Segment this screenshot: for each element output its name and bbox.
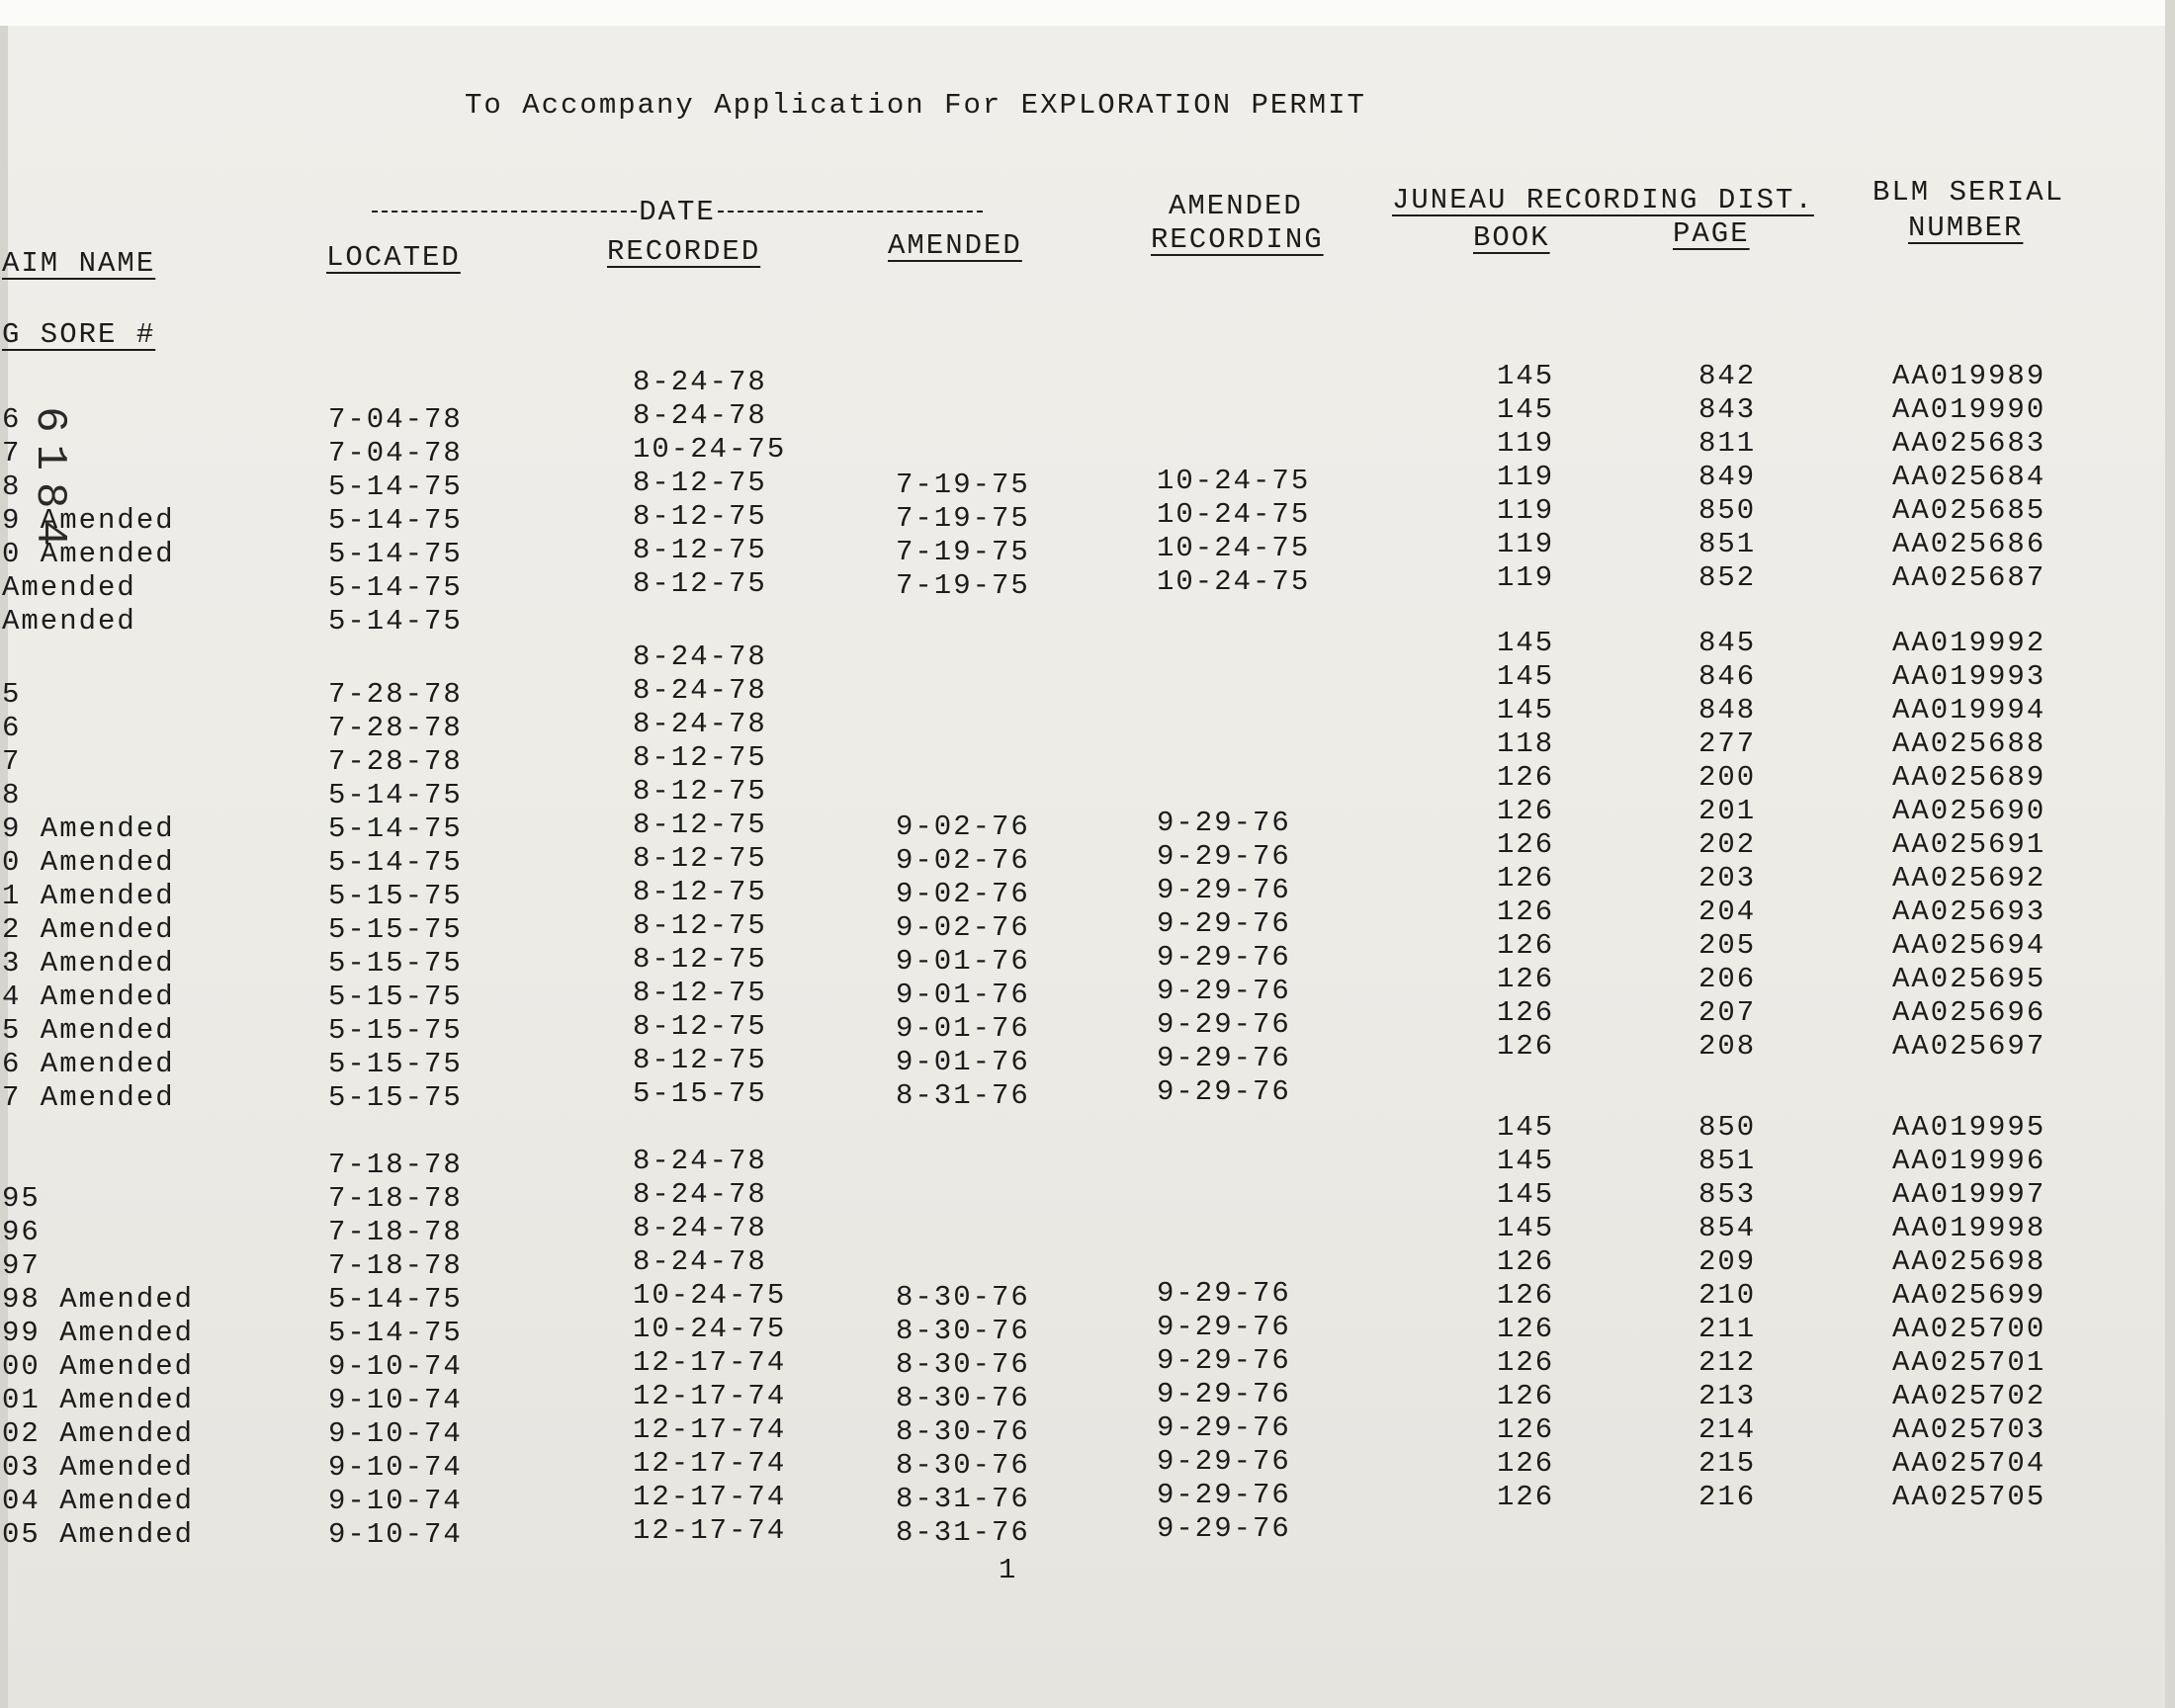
- amended-recording-date-cell: 9-29-76: [1157, 1075, 1291, 1108]
- amended-date-cell: 8-30-76: [896, 1315, 1030, 1347]
- blm-serial-number-cell: AA025698: [1892, 1245, 2046, 1278]
- page-number-cell: 843: [1698, 393, 1757, 426]
- recorded-date-cell: 10-24-75: [633, 1313, 787, 1345]
- book-number-cell: 119: [1497, 427, 1555, 460]
- book-number-cell: 145: [1497, 660, 1555, 693]
- table-row: [0, 360, 2175, 403]
- amended-date-cell: 9-02-76: [896, 844, 1030, 877]
- recorded-date-cell: 8-12-75: [633, 909, 767, 942]
- claim-name-cell: 9 Amended: [2, 812, 175, 845]
- amended-recording-date-cell: 9-29-76: [1157, 941, 1291, 974]
- located-date-cell: 5-15-75: [328, 1048, 463, 1080]
- page-number-cell: 200: [1698, 761, 1757, 794]
- located-date-cell: 5-15-75: [328, 1014, 463, 1047]
- page-number-cell: 850: [1698, 494, 1757, 527]
- recorded-date-cell: 8-12-75: [633, 741, 767, 774]
- blm-serial-number-cell: AA019998: [1892, 1212, 2046, 1244]
- table-row: [0, 561, 2175, 605]
- located-date-cell: 9-10-74: [328, 1350, 463, 1383]
- date-group-label: DATE: [639, 196, 716, 228]
- amended-date-cell: 9-02-76: [896, 811, 1030, 843]
- amended-recording-date-cell: 9-29-76: [1157, 1445, 1291, 1478]
- table-row: [0, 795, 2175, 846]
- recorded-date-cell: 12-17-74: [633, 1346, 787, 1379]
- book-number-cell: 126: [1497, 1279, 1555, 1312]
- located-date-cell: 7-28-78: [328, 745, 463, 778]
- located-date-cell: 7-04-78: [328, 437, 463, 470]
- book-number-cell: 119: [1497, 494, 1555, 527]
- book-number-cell: 119: [1497, 528, 1555, 560]
- amended-date-cell: 7-19-75: [896, 469, 1030, 501]
- table-row: [0, 528, 2175, 571]
- page-number-cell: 215: [1698, 1447, 1757, 1480]
- book-number-cell: 126: [1497, 996, 1555, 1029]
- located-date-cell: 5-14-75: [328, 1317, 463, 1349]
- recorded-date-cell: 8-24-78: [633, 1212, 767, 1244]
- claim-name-cell: 5: [2, 678, 22, 711]
- blm-serial-number-cell: AA025701: [1892, 1346, 2046, 1379]
- claim-name-cell: 0 Amended: [2, 538, 175, 570]
- table-row: [0, 1075, 2175, 1115]
- recorded-date-cell: 8-24-78: [633, 1178, 767, 1211]
- claim-name-cell: 96: [2, 1216, 41, 1248]
- blm-serial-number-cell: AA025703: [1892, 1413, 2046, 1446]
- claim-name-cell: 9 Amended: [2, 504, 175, 537]
- blm-serial-number-cell: AA025689: [1892, 761, 2046, 794]
- page-number-cell: 854: [1698, 1212, 1757, 1244]
- recorded-date-cell: 8-24-78: [633, 708, 767, 740]
- amended-recording-header-line2: RECORDING: [1151, 223, 1324, 256]
- book-number-cell: 126: [1497, 1313, 1555, 1345]
- recorded-date-cell: 8-12-75: [633, 1044, 767, 1076]
- page-number-cell: 811: [1698, 427, 1757, 460]
- book-number-cell: 126: [1497, 1245, 1555, 1278]
- book-number-cell: 126: [1497, 1346, 1555, 1379]
- page-number-cell: 202: [1698, 828, 1757, 861]
- amended-recording-date-cell: 10-24-75: [1157, 532, 1311, 564]
- table-row: [0, 1512, 2175, 1552]
- page-number-cell: 850: [1698, 1111, 1757, 1144]
- page-number-cell: 851: [1698, 1145, 1757, 1177]
- claim-name-cell: 00 Amended: [2, 1350, 195, 1383]
- blm-serial-number-cell: AA025695: [1892, 963, 2046, 995]
- book-number-cell: 145: [1497, 1212, 1555, 1244]
- table-row: [0, 1111, 2175, 1149]
- amended-recording-date-cell: 9-29-76: [1157, 907, 1291, 940]
- page-number-cell: 851: [1698, 528, 1757, 560]
- amended-date-cell: 8-30-76: [896, 1415, 1030, 1448]
- claim-name-cell: 02 Amended: [2, 1417, 195, 1450]
- located-date-cell: 9-10-74: [328, 1451, 463, 1484]
- juneau-recording-dist-header: JUNEAU RECORDING DIST.: [1392, 184, 1814, 216]
- claim-name-cell: 05 Amended: [2, 1518, 195, 1551]
- book-number-cell: 145: [1497, 360, 1555, 392]
- blm-serial-number-cell: AA025700: [1892, 1313, 2046, 1345]
- table-row: [0, 1212, 2175, 1249]
- table-row: [0, 1411, 2175, 1451]
- book-number-cell: 145: [1497, 694, 1555, 726]
- recorded-date-cell: 8-12-75: [633, 467, 767, 499]
- amended-date-cell: 9-01-76: [896, 979, 1030, 1011]
- amended-date-cell: 8-31-76: [896, 1079, 1030, 1112]
- page-number-cell: 201: [1698, 795, 1757, 827]
- located-date-cell: 5-14-75: [328, 571, 463, 604]
- book-number-cell: 126: [1497, 828, 1555, 861]
- claim-name-cell: 7: [2, 745, 22, 778]
- claim-name-cell: 03 Amended: [2, 1451, 195, 1484]
- book-number-cell: 126: [1497, 1380, 1555, 1412]
- recorded-date-cell: 8-12-75: [633, 775, 767, 808]
- located-date-cell: 7-28-78: [328, 712, 463, 744]
- blm-serial-number-cell: AA019994: [1892, 694, 2046, 726]
- book-number-cell: 126: [1497, 795, 1555, 827]
- amended-date-cell: 8-30-76: [896, 1281, 1030, 1314]
- claim-name-cell: 97: [2, 1249, 41, 1282]
- amended-recording-header-line1: AMENDED: [1169, 190, 1303, 222]
- blm-serial-number-cell: AA025704: [1892, 1447, 2046, 1480]
- table-row: [0, 1178, 2175, 1216]
- amended-date-cell: 7-19-75: [896, 569, 1030, 602]
- recorded-date-cell: 12-17-74: [633, 1481, 787, 1513]
- scan-top-edge: [0, 0, 2175, 26]
- recorded-date-cell: 12-17-74: [633, 1514, 787, 1547]
- claim-name-cell: 2 Amended: [2, 913, 175, 946]
- recorded-date-cell: 8-12-75: [633, 809, 767, 841]
- table-row: [0, 1245, 2175, 1283]
- amended-date-cell: 9-02-76: [896, 878, 1030, 910]
- table-row: [0, 727, 2175, 779]
- table-row: [0, 1445, 2175, 1485]
- located-date-cell: 5-14-75: [328, 779, 463, 811]
- amended-recording-date-cell: 10-24-75: [1157, 498, 1311, 531]
- recorded-date-cell: 8-24-78: [633, 640, 767, 673]
- claim-name-cell: 95: [2, 1182, 41, 1215]
- located-date-cell: 7-18-78: [328, 1249, 463, 1282]
- recorded-date-cell: 8-12-75: [633, 876, 767, 908]
- page-number-cell: 849: [1698, 461, 1757, 493]
- blm-serial-number-cell: AA025685: [1892, 494, 2046, 527]
- blm-serial-number-cell: AA025705: [1892, 1481, 2046, 1513]
- page-number-cell: 212: [1698, 1346, 1757, 1379]
- table-row: [0, 1311, 2175, 1350]
- table-row: [0, 605, 2175, 639]
- recorded-date-cell: 8-12-75: [633, 943, 767, 976]
- claim-name-cell: 5 Amended: [2, 1014, 175, 1047]
- page-number-cell: 206: [1698, 963, 1757, 995]
- page-header: PAGE: [1673, 217, 1750, 250]
- recorded-date-cell: 12-17-74: [633, 1413, 787, 1446]
- book-number-cell: 126: [1497, 896, 1555, 928]
- recorded-date-cell: 12-17-74: [633, 1447, 787, 1480]
- located-date-cell: 5-15-75: [328, 981, 463, 1013]
- located-date-cell: 9-10-74: [328, 1384, 463, 1416]
- page-number-cell: 207: [1698, 996, 1757, 1029]
- margin-stamp-text: 6184: [25, 406, 74, 558]
- amended-date-cell: 8-31-76: [896, 1483, 1030, 1515]
- page-number-cell: 277: [1698, 727, 1757, 760]
- located-date-cell: 7-18-78: [328, 1182, 463, 1215]
- page-number-cell: 846: [1698, 660, 1757, 693]
- dash-rule-left: [372, 211, 637, 213]
- located-header: LOCATED: [326, 241, 461, 274]
- table-row: [0, 393, 2175, 437]
- document-title: To Accompany Application For EXPLORATION PERMIT: [465, 89, 1366, 122]
- page-number-cell: 213: [1698, 1380, 1757, 1412]
- claim-name-cell: 6: [2, 712, 22, 744]
- recorded-date-cell: 8-12-75: [633, 1010, 767, 1043]
- book-number-cell: 119: [1497, 561, 1555, 594]
- located-date-cell: 5-14-75: [328, 812, 463, 845]
- located-date-cell: 5-14-75: [328, 1283, 463, 1316]
- blm-serial-number-cell: AA019993: [1892, 660, 2046, 693]
- claim-name-cell: 0 Amended: [2, 846, 175, 879]
- amended-date-cell: 7-19-75: [896, 502, 1030, 535]
- blm-serial-header-line1: BLM SERIAL: [1872, 176, 2065, 209]
- dash-rule-right: [718, 211, 983, 213]
- located-date-cell: 5-15-75: [328, 1081, 463, 1114]
- amended-recording-date-cell: 9-29-76: [1157, 1008, 1291, 1041]
- blm-serial-number-cell: AA025684: [1892, 461, 2046, 493]
- amended-recording-date-cell: 9-29-76: [1157, 840, 1291, 873]
- amended-recording-date-cell: 9-29-76: [1157, 1311, 1291, 1343]
- amended-date-cell: 7-19-75: [896, 536, 1030, 568]
- book-number-cell: 145: [1497, 1145, 1555, 1177]
- recorded-date-cell: 8-12-75: [633, 977, 767, 1009]
- page-number-cell: 214: [1698, 1413, 1757, 1446]
- blm-serial-number-cell: AA025693: [1892, 896, 2046, 928]
- located-date-cell: 7-04-78: [328, 403, 463, 436]
- claim-name-cell: 1 Amended: [2, 880, 175, 912]
- page-number-cell: 216: [1698, 1481, 1757, 1513]
- book-number-cell: 119: [1497, 461, 1555, 493]
- page-number-cell: 211: [1698, 1313, 1757, 1345]
- located-date-cell: 7-18-78: [328, 1216, 463, 1248]
- date-group-header: [326, 198, 1028, 226]
- blm-serial-number-cell: AA019995: [1892, 1111, 2046, 1144]
- page-number-cell: 848: [1698, 694, 1757, 726]
- table-row: [0, 494, 2175, 538]
- amended-recording-date-cell: 9-29-76: [1157, 807, 1291, 839]
- book-number-cell: 145: [1497, 393, 1555, 426]
- recorded-date-cell: 8-24-78: [633, 399, 767, 432]
- amended-recording-date-cell: 9-29-76: [1157, 1277, 1291, 1310]
- amended-recording-date-cell: 10-24-75: [1157, 565, 1311, 598]
- claim-name-cell: 6 Amended: [2, 1048, 175, 1080]
- table-row: [0, 1145, 2175, 1182]
- amended-recording-date-cell: 9-29-76: [1157, 1512, 1291, 1545]
- blm-serial-number-cell: AA025688: [1892, 727, 2046, 760]
- book-number-cell: 126: [1497, 761, 1555, 794]
- blm-serial-number-cell: AA025690: [1892, 795, 2046, 827]
- claim-name-cell: 99 Amended: [2, 1317, 195, 1349]
- page-number-cell: 852: [1698, 561, 1757, 594]
- located-date-cell: 7-28-78: [328, 678, 463, 711]
- book-number-cell: 118: [1497, 727, 1555, 760]
- recorded-date-cell: 8-12-75: [633, 567, 767, 600]
- recorded-header: RECORDED: [607, 235, 761, 268]
- table-row: [0, 1277, 2175, 1317]
- claim-name-cell: 7 Amended: [2, 1081, 175, 1114]
- blm-serial-number-cell: AA025686: [1892, 528, 2046, 560]
- blm-serial-number-cell: AA025696: [1892, 996, 2046, 1029]
- table-row: [0, 461, 2175, 504]
- amended-recording-date-cell: 9-29-76: [1157, 1042, 1291, 1074]
- recorded-date-cell: 8-24-78: [633, 674, 767, 707]
- recorded-date-cell: 5-15-75: [633, 1077, 767, 1110]
- page-number-cell: 845: [1698, 627, 1757, 659]
- amended-date-cell: 8-31-76: [896, 1516, 1030, 1549]
- claim-name-header: AIM NAME: [2, 247, 156, 280]
- book-number-cell: 145: [1497, 1178, 1555, 1211]
- table-row: [0, 627, 2175, 678]
- book-number-cell: 126: [1497, 1030, 1555, 1063]
- blm-serial-number-cell: AA025699: [1892, 1279, 2046, 1312]
- blm-serial-number-cell: AA025683: [1892, 427, 2046, 460]
- blm-serial-number-cell: AA019990: [1892, 393, 2046, 426]
- book-number-cell: 145: [1497, 627, 1555, 659]
- located-date-cell: 5-14-75: [328, 470, 463, 503]
- blm-serial-number-cell: AA019996: [1892, 1145, 2046, 1177]
- claim-name-cell: 3 Amended: [2, 947, 175, 980]
- book-number-cell: 126: [1497, 862, 1555, 895]
- page-number-cell: 208: [1698, 1030, 1757, 1063]
- claim-name-cell: Amended: [2, 605, 136, 638]
- book-header: BOOK: [1473, 221, 1550, 254]
- table-row: [0, 1344, 2175, 1384]
- claim-name-cell: Amended: [2, 571, 136, 604]
- located-date-cell: 5-14-75: [328, 846, 463, 879]
- claim-name-cell: 04 Amended: [2, 1485, 195, 1517]
- book-number-cell: 126: [1497, 1413, 1555, 1446]
- claim-name-cell: 4 Amended: [2, 981, 175, 1013]
- claim-name-cell: 8: [2, 779, 22, 811]
- amended-date-cell: 9-01-76: [896, 1046, 1030, 1078]
- amended-date-cell: 9-01-76: [896, 1012, 1030, 1045]
- page-number-cell: 209: [1698, 1245, 1757, 1278]
- book-number-cell: 126: [1497, 929, 1555, 962]
- blm-serial-number-cell: AA025687: [1892, 561, 2046, 594]
- located-date-cell: 5-15-75: [328, 913, 463, 946]
- page-number-cell: 853: [1698, 1178, 1757, 1211]
- amended-date-cell: 8-30-76: [896, 1449, 1030, 1482]
- recorded-date-cell: 8-24-78: [633, 366, 767, 398]
- located-date-cell: 7-18-78: [328, 1149, 463, 1181]
- page-number-cell: 205: [1698, 929, 1757, 962]
- table-row: [0, 1378, 2175, 1417]
- located-date-cell: 5-14-75: [328, 538, 463, 570]
- located-date-cell: 9-10-74: [328, 1417, 463, 1450]
- page-number: 1: [999, 1554, 1018, 1586]
- recorded-date-cell: 10-24-75: [633, 1279, 787, 1312]
- blm-serial-number-cell: AA025692: [1892, 862, 2046, 895]
- blm-serial-number-cell: AA019989: [1892, 360, 2046, 392]
- blm-serial-number-cell: AA025702: [1892, 1380, 2046, 1412]
- located-date-cell: 5-14-75: [328, 605, 463, 638]
- page-number-cell: 204: [1698, 896, 1757, 928]
- claim-name-cell: 01 Amended: [2, 1384, 195, 1416]
- amended-date-cell: 9-02-76: [896, 911, 1030, 944]
- amended-recording-date-cell: 9-29-76: [1157, 1479, 1291, 1511]
- amended-recording-date-cell: 9-29-76: [1157, 874, 1291, 906]
- claim-subheader: G SORE #: [2, 318, 156, 351]
- amended-header: AMENDED: [888, 229, 1022, 262]
- table-row: [0, 660, 2175, 712]
- table-row: [0, 694, 2175, 745]
- located-date-cell: 9-10-74: [328, 1485, 463, 1517]
- blm-serial-number-cell: AA025694: [1892, 929, 2046, 962]
- blm-serial-number-cell: AA025697: [1892, 1030, 2046, 1063]
- amended-date-cell: 9-01-76: [896, 945, 1030, 978]
- book-number-cell: 126: [1497, 1447, 1555, 1480]
- amended-recording-date-cell: 9-29-76: [1157, 1344, 1291, 1377]
- book-number-cell: 126: [1497, 963, 1555, 995]
- claim-name-cell: 98 Amended: [2, 1283, 195, 1316]
- amended-recording-date-cell: 9-29-76: [1157, 1411, 1291, 1444]
- located-date-cell: 5-15-75: [328, 947, 463, 980]
- located-date-cell: 9-10-74: [328, 1518, 463, 1551]
- amended-recording-date-cell: 9-29-76: [1157, 975, 1291, 1007]
- blm-serial-number-cell: AA019992: [1892, 627, 2046, 659]
- recorded-date-cell: 10-24-75: [633, 433, 787, 466]
- recorded-date-cell: 12-17-74: [633, 1380, 787, 1412]
- claim-name-cell: 7: [2, 437, 22, 470]
- amended-date-cell: 8-30-76: [896, 1382, 1030, 1414]
- page-number-cell: 842: [1698, 360, 1757, 392]
- page-number-cell: 203: [1698, 862, 1757, 895]
- book-number-cell: 126: [1497, 1481, 1555, 1513]
- located-date-cell: 5-15-75: [328, 880, 463, 912]
- recorded-date-cell: 8-24-78: [633, 1145, 767, 1177]
- table-row: [0, 427, 2175, 470]
- table-row: [0, 1479, 2175, 1518]
- blm-serial-header-line2: NUMBER: [1908, 212, 2024, 244]
- recorded-date-cell: 8-12-75: [633, 842, 767, 875]
- recorded-date-cell: 8-12-75: [633, 500, 767, 533]
- amended-recording-date-cell: 10-24-75: [1157, 465, 1311, 497]
- amended-date-cell: 8-30-76: [896, 1348, 1030, 1381]
- blm-serial-number-cell: AA025691: [1892, 828, 2046, 861]
- page-number-cell: 210: [1698, 1279, 1757, 1312]
- recorded-date-cell: 8-24-78: [633, 1245, 767, 1278]
- located-date-cell: 5-14-75: [328, 504, 463, 537]
- recorded-date-cell: 8-12-75: [633, 534, 767, 566]
- book-number-cell: 145: [1497, 1111, 1555, 1144]
- claim-name-cell: 6: [2, 403, 22, 436]
- claim-name-cell: 8: [2, 470, 22, 503]
- blm-serial-number-cell: AA019997: [1892, 1178, 2046, 1211]
- amended-recording-date-cell: 9-29-76: [1157, 1378, 1291, 1410]
